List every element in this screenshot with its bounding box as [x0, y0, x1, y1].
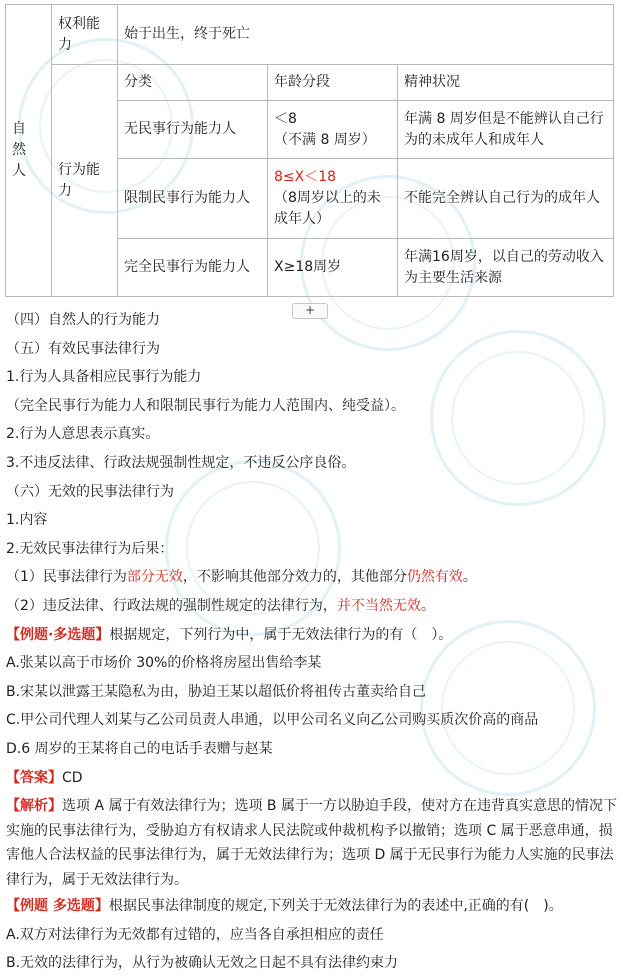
answer — [6, 764, 618, 793]
text: 。 — [462, 569, 477, 586]
mental-cell: 年满16周岁，以自己的劳动收入为主要生活来源 — [398, 239, 614, 297]
example-question — [6, 621, 618, 650]
option-a: A.双方对法律行为无效都有过错的，应当各自承担相应的责任 — [6, 926, 384, 943]
header-category: 分类 — [118, 65, 268, 101]
section-heading: （六）无效的民事法律行为 — [6, 483, 174, 500]
analysis — [6, 792, 618, 892]
age-note: （8周岁以上的未成年人） — [274, 190, 381, 227]
answer-tag: 【答案】 — [6, 769, 62, 786]
consequence-item — [6, 592, 618, 621]
mental-cell: 年满 8 周岁但是不能辨认自己行为的未成年人和成年人 — [398, 101, 614, 159]
category-cell: 完全民事行为能力人 — [118, 239, 268, 297]
highlight-text: 部分无效 — [126, 569, 183, 586]
category-cell: 限制民事行为能力人 — [118, 159, 268, 239]
list-item: 2.行为人意思表示真实。 — [6, 426, 160, 443]
text: （2）违反法律、行政法规的强制性规定的法律行为， — [6, 597, 337, 614]
natural-person-cell: 自 然 人 — [6, 5, 52, 297]
list-item: 1.内容 — [6, 512, 48, 529]
analysis-text: 选项 A 属于有效法律行为；选项 B 属于一方以胁迫手段，使对方在违背真实意思的情况下实施的民事法律行为，受胁迫方有权请求人民法院或仲裁机构予以撤销；选项 C 属于恶意串通，损害他人合法权益的民事法律行为，属于无效法律行为；选项 D 属于无民事行为能力人实施的民事法律行为，属于无效法律行为。 — [6, 798, 617, 888]
document-body — [6, 306, 618, 978]
option-d: D.6 周岁的王某将自己的电话手表赠与赵某 — [6, 740, 273, 757]
text: ，不影响其他部分效力的，其他部分 — [182, 569, 407, 586]
highlight-text: 并不当然无效 — [336, 597, 421, 614]
section-heading: （四）自然人的行为能力 — [6, 312, 160, 328]
category-cell: 无民事行为能力人 — [118, 101, 268, 159]
age-cell — [268, 159, 398, 239]
option-a: A.张某以高于市场价 30%的价格将房屋出售给李某 — [6, 655, 322, 672]
list-item: 1.行为人具备相应民事行为能力 — [6, 369, 202, 386]
option-b: B.无效的法律行为，从行为被确认无效之日起不具有法律约束力 — [6, 955, 399, 972]
section-heading: （五）有效民事法律行为 — [6, 340, 160, 357]
consequence-item — [6, 563, 618, 592]
behavior-capacity-label: 行为能力 — [52, 65, 118, 297]
rights-capacity-value: 始于出生，终于死亡 — [118, 5, 614, 65]
example-question — [6, 892, 618, 921]
rights-capacity-label: 权利能力 — [52, 5, 118, 65]
expand-table-button[interactable]: + — [292, 303, 328, 319]
text: （1）民事法律行为 — [6, 569, 127, 586]
option-c: C.甲公司代理人刘某与乙公司员责人串通，以甲公司名义向乙公司购买质次价高的商品 — [6, 712, 539, 729]
option-b: B.宋某以泄露王某隐私为由，胁迫王某以超低价将祖传古董卖给自己 — [6, 683, 427, 700]
list-item: 2.无效民事法律行为后果： — [6, 540, 174, 557]
question-text: 根据民事法律制度的规定,下列关于无效法律行为的表述中,正确的有( )。 — [108, 898, 563, 915]
mental-cell: 不能完全辨认自己行为的成年人 — [398, 159, 614, 239]
list-item: 3.不违反法律、行政法规强制性规定，不违反公序良俗。 — [6, 454, 356, 471]
age-cell: ＜8 （不满 8 周岁） — [268, 101, 398, 159]
capacity-table — [5, 4, 614, 297]
highlight-text: 仍然有效 — [406, 569, 463, 586]
analysis-tag: 【解析】 — [6, 798, 62, 815]
text: 。 — [420, 597, 435, 614]
header-age: 年龄分段 — [268, 65, 398, 101]
answer-text: CD — [62, 769, 83, 786]
age-cell: X≥18周岁 — [268, 239, 398, 297]
example-tag: 【例题 多选题】 — [6, 898, 109, 915]
example-tag: 【例题·多选题】 — [6, 626, 110, 643]
question-text: 根据规定，下列行为中，属于无效法律行为的有（ ）。 — [109, 626, 453, 643]
list-item-note: （完全民事行为能力人和限制民事行为能力人范围内、纯受益）。 — [6, 397, 405, 414]
age-range: 8≤X＜18 — [274, 169, 337, 185]
header-mental: 精神状况 — [398, 65, 614, 101]
